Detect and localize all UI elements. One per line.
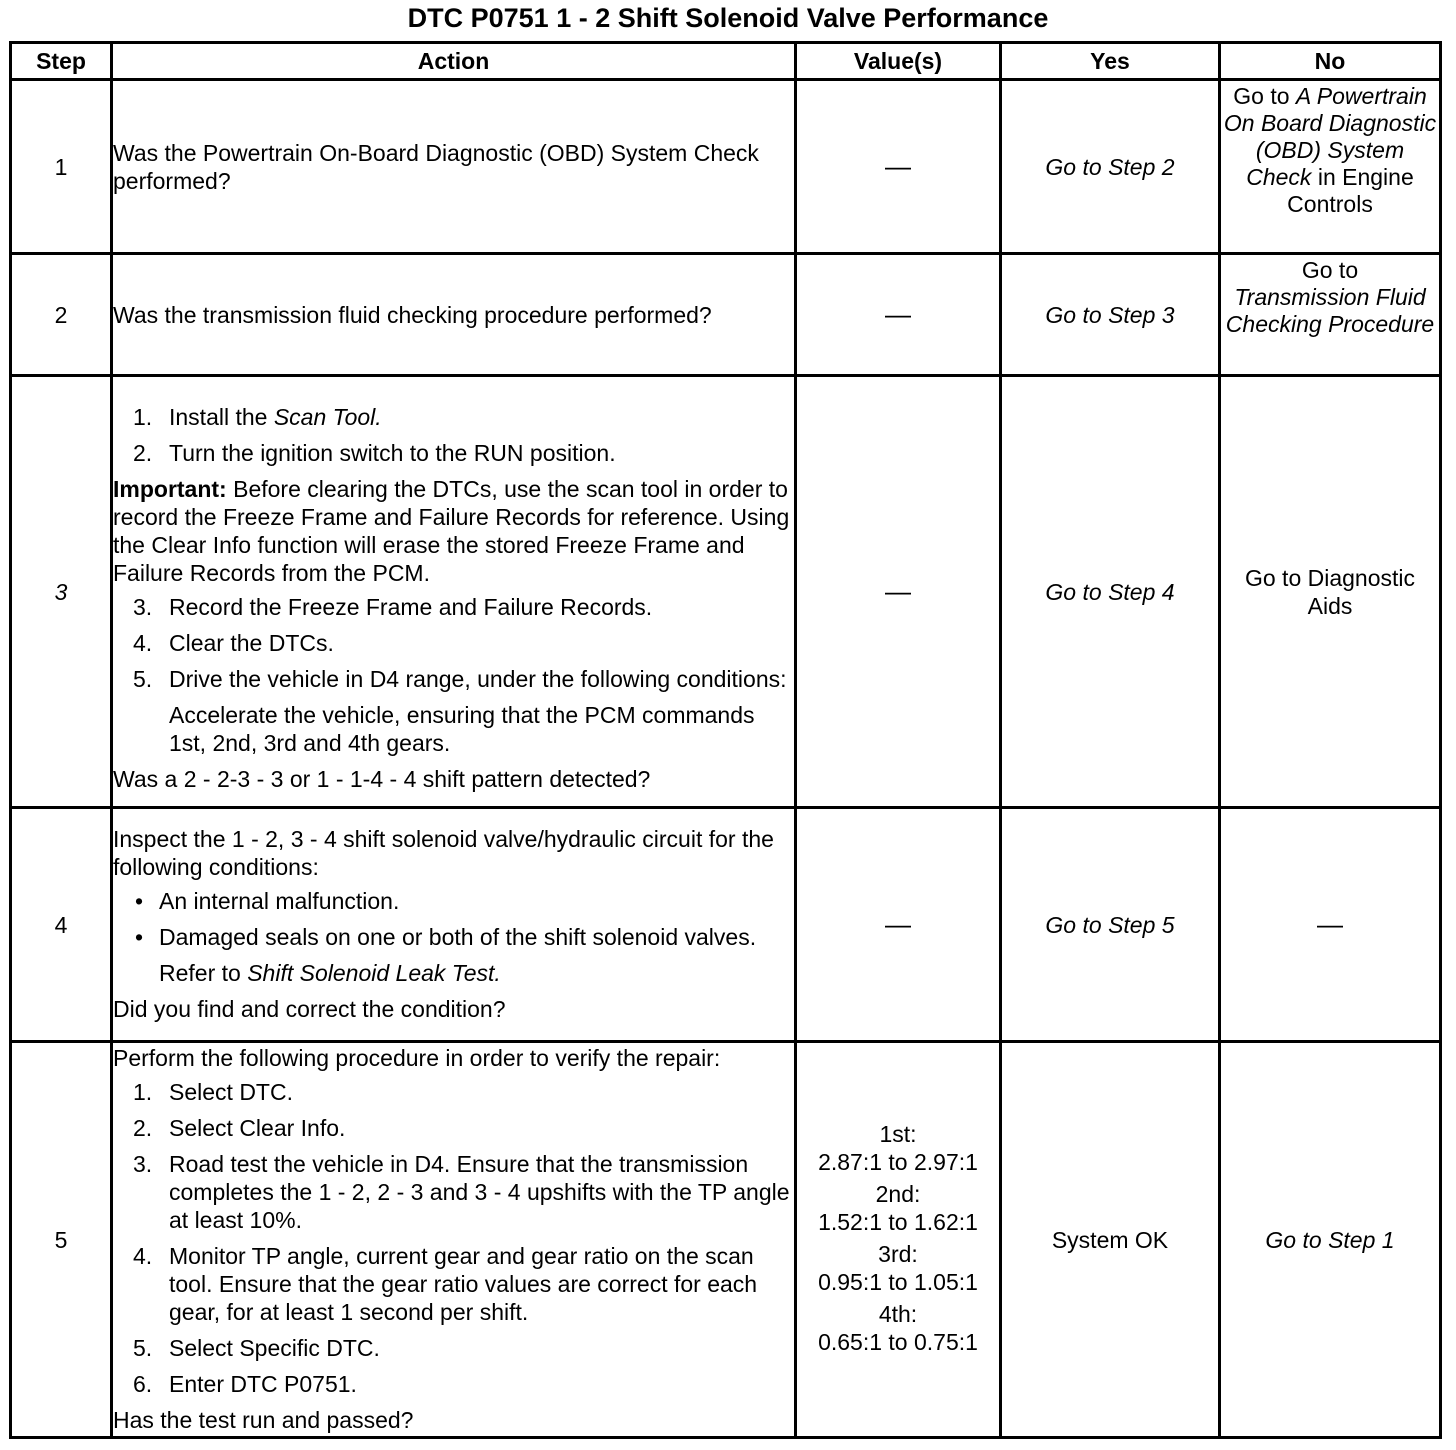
question-text: Was a 2 - 2-3 - 3 or 1 - 1-4 - 4 shift pattern detected? [113,765,651,792]
action-intro: Perform the following procedure in order to verify the repair: [113,1044,721,1071]
table-row-step-3 [11,376,1441,808]
item-text: Select Specific DTC. [169,1334,380,1361]
yes-cell [1001,808,1220,1042]
refer-link[interactable]: Shift Solenoid Leak Test. [247,959,501,986]
yes-cell [1001,376,1220,808]
yes-result: System OK [1051,1226,1169,1253]
item-number: 2. [133,439,153,466]
item-text: Road test the vehicle in D4. Ensure that the transmission completes the 1 - 2, 2 - 3 and 3 - 4 upshifts with the TP angle at least 10%. [169,1150,790,1233]
header-row [11,43,1441,80]
item-number: 5. [133,665,153,692]
gear-label: 2nd: [875,1180,921,1207]
item-text: Select Clear Info. [169,1114,346,1141]
item-text: Clear the DTCs. [169,629,334,656]
refer-note [113,959,794,987]
item-number: 6. [133,1370,153,1397]
diagnostic-table [9,41,1442,1439]
yes-cell [1001,80,1220,254]
action-cell [112,376,796,808]
action-cell [112,808,796,1042]
action-intro: Inspect the 1 - 2, 3 - 4 shift solenoid valve/hydraulic circuit for the following conditions: [113,825,774,880]
header-step: Step [11,43,112,80]
list-item [113,887,794,915]
item-text: Drive the vehicle in D4 range, under the following conditions: [169,665,787,692]
step-number: 4 [11,808,112,1042]
no-link[interactable]: Go to Diagnostic Aids [1244,564,1416,619]
value-cell [796,376,1001,808]
important-label: Important: [113,475,227,502]
yes-cell [1001,254,1220,376]
value-cell [796,1042,1001,1438]
gear-ratio-4th [797,1300,999,1356]
yes-link[interactable]: Go to Step 3 [1045,301,1175,328]
list-item [113,403,794,431]
step-number: 3 [11,376,112,808]
procedure-list [113,593,794,693]
gear-ratio-2nd [797,1180,999,1236]
list-item [113,439,794,467]
list-item [113,1242,794,1326]
value-cell [796,80,1001,254]
item-text: An internal malfunction. [159,887,400,914]
item-number: 1. [133,403,153,430]
no-link[interactable]: Go to Step 1 [1265,1226,1395,1253]
item-number: 1. [133,1078,153,1105]
no-prefix: Go to [1233,83,1296,109]
gear-label: 1st: [879,1120,917,1147]
item-link[interactable]: Scan Tool. [273,403,382,430]
list-item [113,1078,794,1106]
item-text: Install the [169,403,274,430]
no-cell [1220,1042,1441,1438]
item-text: Turn the ignition switch to the RUN position. [169,439,616,466]
gear-range: 0.95:1 to 1.05:1 [818,1268,978,1295]
list-item [113,665,794,693]
value-dash: — [885,299,911,329]
table-row-step-2 [11,254,1441,376]
yes-cell [1001,1042,1220,1438]
no-prefix: Go to [1301,257,1359,283]
item-text: Record the Freeze Frame and Failure Records. [169,593,653,620]
gear-label: 4th: [878,1300,918,1327]
gear-label: 3rd: [878,1240,918,1267]
no-dash: — [1317,909,1343,939]
value-dash: — [885,909,911,939]
item-text: Select DTC. [169,1078,293,1105]
table-row-step-5 [11,1042,1441,1438]
item-text: Monitor TP angle, current gear and gear ratio on the scan tool. Ensure that the gear ratio values are correct for each gear, for at least 1 second per shift. [169,1242,758,1325]
gear-ratio-3rd [797,1240,999,1296]
question-text: Has the test run and passed? [113,1406,414,1433]
condition-note: Accelerate the vehicle, ensuring that the PCM commands 1st, 2nd, 3rd and 4th gears. [169,701,755,756]
procedure-list [113,1078,794,1398]
no-cell [1220,376,1441,808]
gear-range: 2.87:1 to 2.97:1 [818,1148,978,1175]
step-number: 5 [11,1042,112,1438]
list-item [113,593,794,621]
list-item [113,629,794,657]
header-values: Value(s) [796,43,1001,80]
header-action: Action [112,43,796,80]
value-dash: — [885,151,911,181]
list-item [113,923,794,951]
list-item [113,1334,794,1362]
no-link[interactable]: A Powertrain On Board Diagnostic (OBD) System Check [1223,83,1437,190]
gear-range: 0.65:1 to 0.75:1 [818,1328,978,1355]
action-cell [112,254,796,376]
table-row-step-1 [11,80,1441,254]
list-item [113,1150,794,1234]
item-text: Enter DTC P0751. [169,1370,357,1397]
item-text: Damaged seals on one or both of the shift solenoid valves. [159,923,757,950]
item-number: 3. [133,593,153,620]
action-cell [112,1042,796,1438]
value-dash: — [885,576,911,606]
list-item [113,1114,794,1142]
no-suffix: in Engine Controls [1287,164,1414,217]
item-number: 5. [133,1334,153,1361]
page-title: DTC P0751 1 - 2 Shift Solenoid Valve Performance [407,3,1049,33]
yes-link[interactable]: Go to Step 2 [1045,153,1175,180]
procedure-list [113,403,794,467]
item-number: 3. [133,1150,153,1177]
yes-link[interactable]: Go to Step 4 [1045,578,1175,605]
step-number: 1 [11,80,112,254]
item-number: 2. [133,1114,153,1141]
gear-range: 1.52:1 to 1.62:1 [818,1208,978,1235]
header-yes: Yes [1001,43,1220,80]
condition-list [113,887,794,951]
item-number: 4. [133,629,153,656]
no-cell [1220,254,1441,376]
step-number: 2 [11,254,112,376]
item-number: 4. [133,1242,153,1269]
header-no: No [1220,43,1441,80]
no-cell [1220,80,1441,254]
no-cell [1220,808,1441,1042]
refer-prefix: Refer to [159,959,248,986]
action-text: Was the Powertrain On-Board Diagnostic (OBD) System Check performed? [113,139,759,194]
action-text: Was the transmission fluid checking procedure performed? [113,301,712,328]
question-text: Did you find and correct the condition? [113,995,506,1022]
value-cell [796,254,1001,376]
gear-ratio-1st [797,1120,999,1176]
bullet-icon: • [135,887,144,914]
important-text: Before clearing the DTCs, use the scan tool in order to record the Freeze Frame and Failure Records for reference. Using the Clear Info function will erase the stored Freeze Frame and Failure Records from the PCM. [113,475,790,586]
yes-link[interactable]: Go to Step 5 [1045,911,1175,938]
list-item [113,1370,794,1398]
important-note [113,475,794,587]
value-cell [796,808,1001,1042]
bullet-icon: • [135,923,144,950]
action-cell [112,80,796,254]
no-link[interactable]: Transmission Fluid Checking Procedure [1225,284,1435,337]
table-row-step-4 [11,808,1441,1042]
